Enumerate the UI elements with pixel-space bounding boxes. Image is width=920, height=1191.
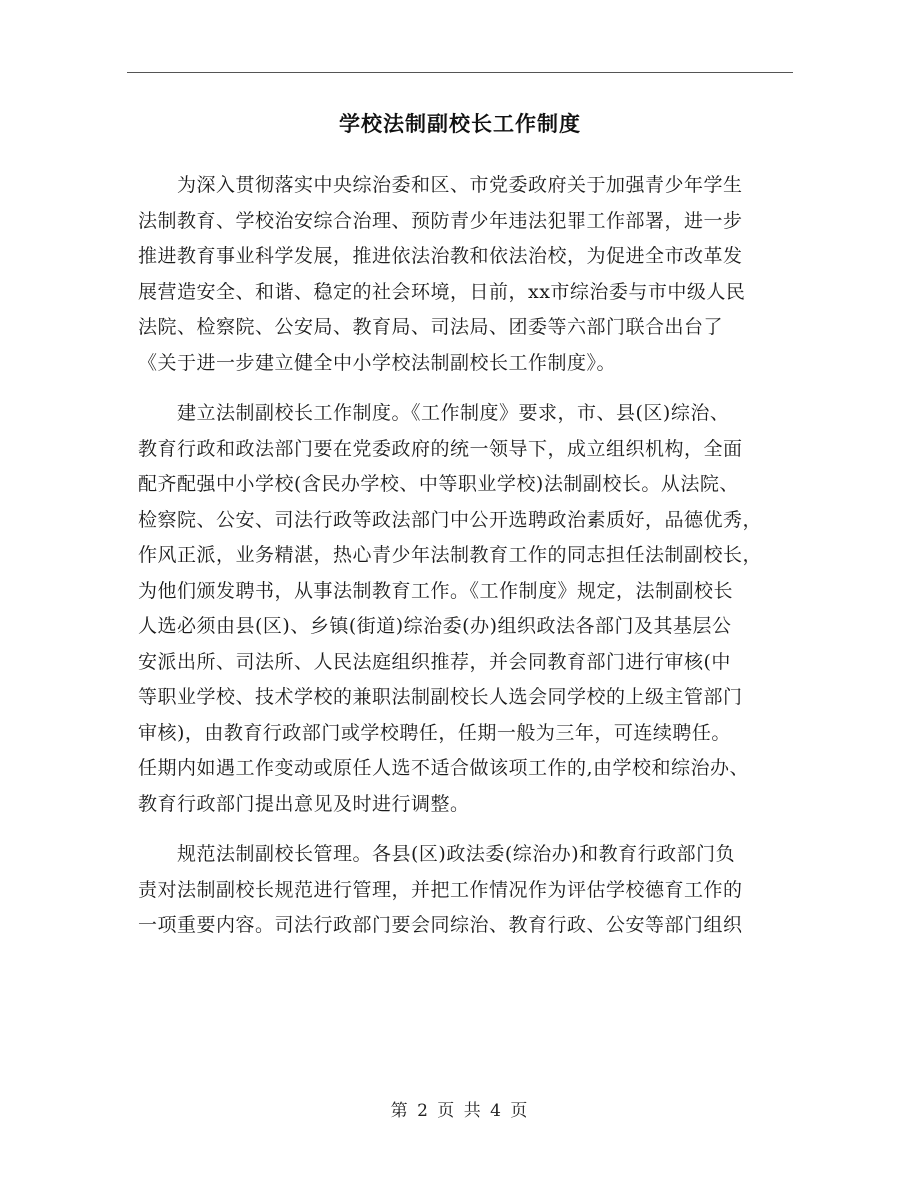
text-line: 人选必须由县(区)、乡镇(街道)综治委(办)组织政法各部门及其基层公 <box>138 615 732 637</box>
text-line: 建立法制副校长工作制度。《工作制度》要求，市、县(区)综治、 <box>138 402 730 424</box>
text-line: 责对法制副校长规范进行管理，并把工作情况作为评估学校德育工作的 <box>138 878 743 901</box>
text-line: 审核)，由教育行政部门或学校聘任，任期一般为三年，可连续聘任。 <box>138 721 731 744</box>
text-line: 法院、检察院、公安局、教育局、司法局、团委等六部门联合出台了 <box>138 316 724 338</box>
text-line: 教育行政和政法部门要在党委政府的统一领导下，成立组织机构，全面 <box>138 437 743 460</box>
text-line: 一项重要内容。司法行政部门要会同综治、教育行政、公安等部门组织 <box>138 914 743 936</box>
document-title: 学校法制副校长工作制度 <box>339 111 581 136</box>
text-line: 等职业学校、技术学校的兼职法制副校长人选会同学校的上级主管部门 <box>138 686 743 708</box>
header-rule <box>127 72 793 73</box>
text-line: 《关于进一步建立健全中小学校法制副校长工作制度》。 <box>138 351 617 374</box>
text-line: 检察院、公安、司法行政等政法部门中公开选聘政治素质好，品德优秀， <box>138 508 763 531</box>
text-line: 作风正派，业务精湛，热心青少年法制教育工作的同志担任法制副校长， <box>138 544 763 566</box>
text-line: 教育行政部门提出意见及时进行调整。 <box>138 792 470 815</box>
text-line: 安派出所、司法所、人民法庭组织推荐，并会同教育部门进行审核(中 <box>138 650 731 673</box>
paragraph-standardize-management <box>138 837 786 944</box>
text-line: 推进教育事业科学发展，推进依法治教和依法治校，为促进全市改革发 <box>138 245 743 267</box>
text-line: 法制教育、学校治安综合治理、预防青少年违法犯罪工作部署，进一步 <box>138 209 743 232</box>
paragraph-establish-system <box>138 396 786 822</box>
text-line: 任期内如遇工作变动或原任人选不适合做该项工作的,由学校和综治办、 <box>138 757 750 779</box>
text-line: 为深入贯彻落实中央综治委和区、市党委政府关于加强青少年学生 <box>138 174 743 196</box>
page-number: 第 2 页 共 4 页 <box>390 1101 530 1121</box>
text-line: 为他们颁发聘书，从事法制教育工作。《工作制度》规定，法制副校长 <box>138 579 734 602</box>
paragraph-intro <box>138 168 786 381</box>
text-line: 配齐配强中小学校(含民办学校、中等职业学校)法制副校长。从法院、 <box>138 473 739 495</box>
text-line: 展营造安全、和谐、稳定的社会环境，日前，xx市综治委与市中级人民 <box>138 280 746 303</box>
document-body <box>138 168 786 959</box>
text-line: 规范法制副校长管理。各县(区)政法委(综治办)和教育行政部门负 <box>138 843 736 865</box>
